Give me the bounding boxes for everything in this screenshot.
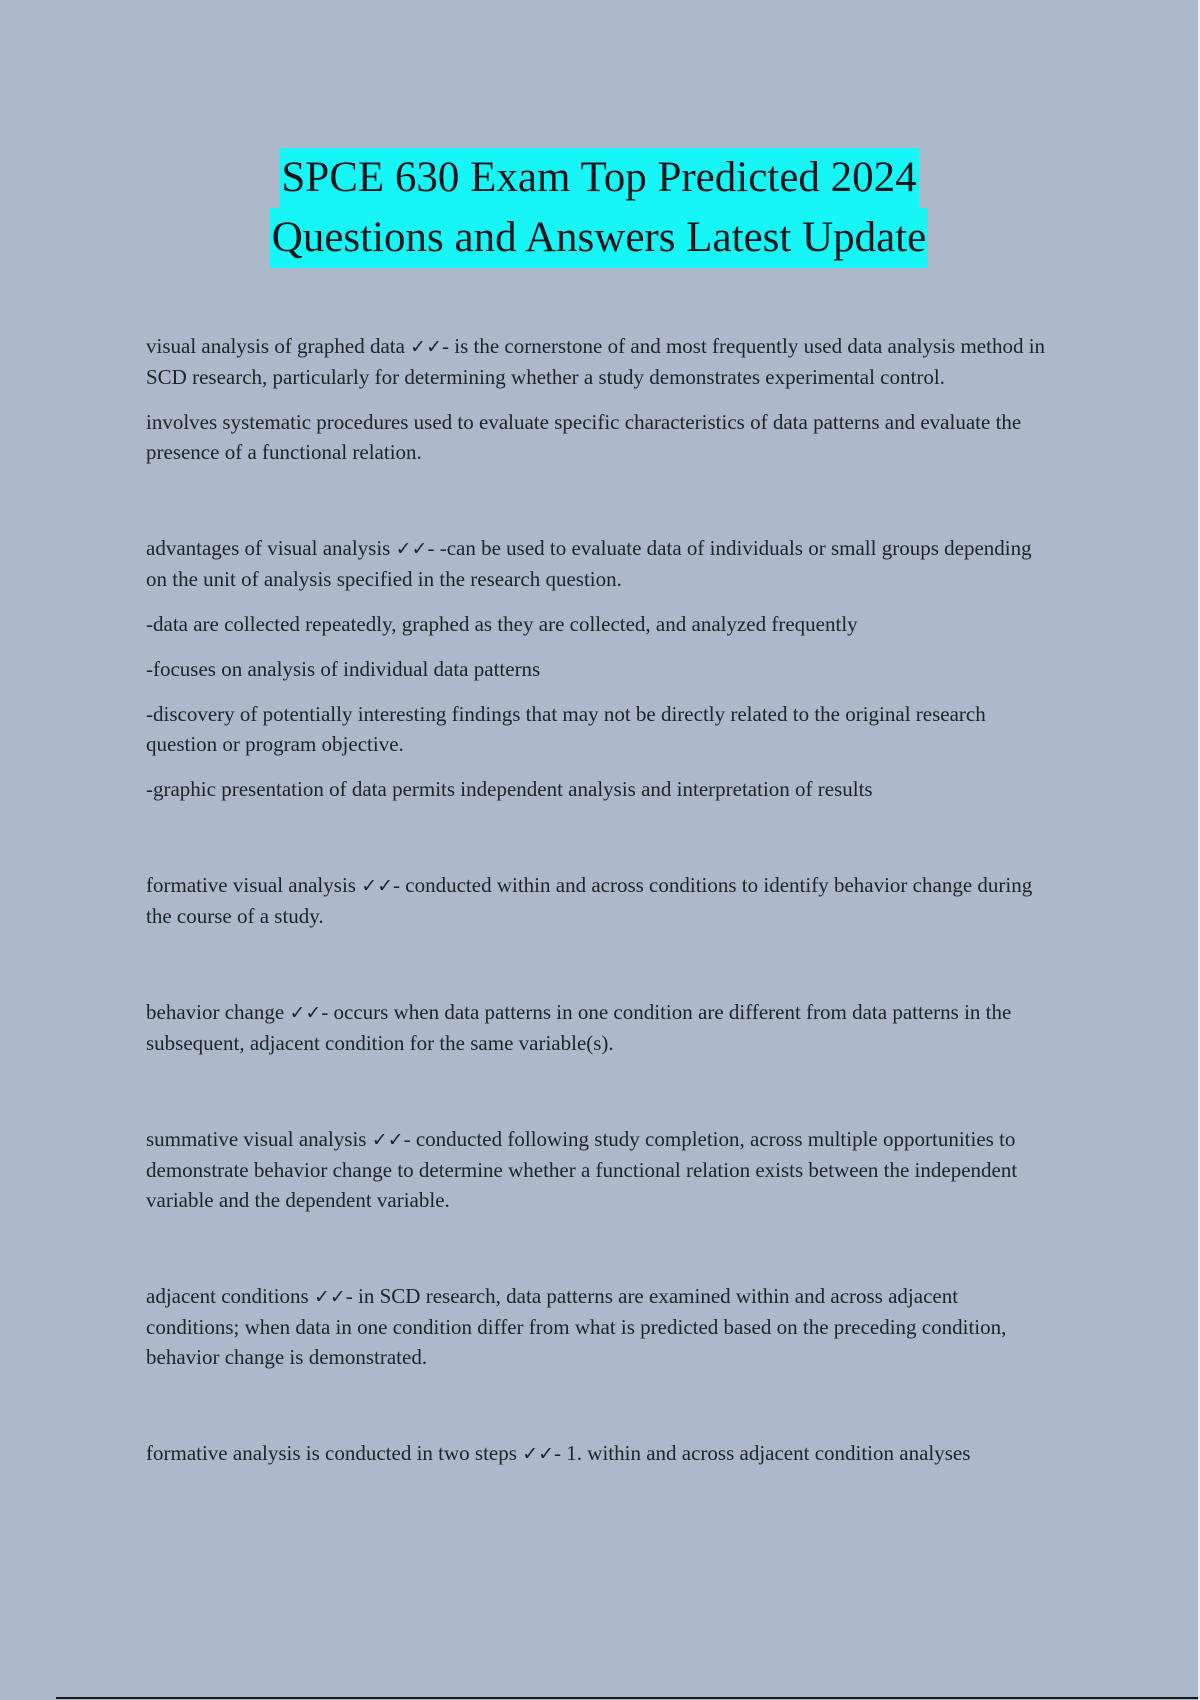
qa-extra: -graphic presentation of data permits independent analysis and interpretation of results: [146, 777, 873, 801]
qa-paragraph: [146, 870, 1046, 931]
qa-extra: involves systematic procedures used to evaluate specific characteristics of data patterns and evaluate the presence of a functional relation.: [146, 410, 1022, 464]
qa-entry: [146, 1124, 1046, 1215]
title-line-1: SPCE 630 Exam Top Predicted 2024: [279, 148, 918, 208]
qa-paragraph: [146, 331, 1046, 392]
check-mark-icon: ✓✓: [313, 1286, 346, 1308]
check-mark-icon: ✓✓: [371, 1129, 404, 1151]
qa-answer: - -can be used to evaluate data of individuals or small groups depending on the unit of analysis specified in the research question.: [146, 536, 1032, 591]
qa-entry: [146, 331, 1046, 467]
document-title: [0, 148, 1198, 268]
check-mark-icon: ✓✓: [395, 538, 428, 560]
page-divider: [56, 1697, 1198, 1699]
qa-term: behavior change: [146, 1000, 285, 1024]
qa-answer: - occurs when data patterns in one condition are different from data patterns in the subsequent, adjacent condition for the same variable(s).: [146, 1000, 1012, 1055]
qa-term: formative visual analysis: [146, 873, 356, 897]
check-mark-icon: ✓✓: [361, 875, 394, 897]
title-line-2: Questions and Answers Latest Update: [270, 208, 928, 268]
qa-entry: [146, 1438, 1046, 1469]
qa-term: formative analysis is conducted in two steps: [146, 1441, 517, 1465]
qa-answer: - in SCD research, data patterns are examined within and across adjacent conditions; when data in one condition differ from what is predicted based on the preceding condition, behavior change is demonstrated.: [146, 1284, 1007, 1369]
qa-paragraph: [146, 1281, 1046, 1372]
qa-paragraph: [146, 1438, 1046, 1469]
qa-term: summative visual analysis: [146, 1127, 367, 1151]
qa-paragraph: [146, 1124, 1046, 1215]
qa-answer: - 1. within and across adjacent condition analyses: [554, 1441, 971, 1465]
check-mark-icon: ✓✓: [289, 1002, 322, 1024]
qa-paragraph: [146, 533, 1046, 594]
qa-entry: [146, 997, 1046, 1058]
check-mark-icon: ✓✓: [410, 336, 443, 358]
qa-paragraph: [146, 997, 1046, 1058]
qa-answer: - is the cornerstone of and most frequently used data analysis method in SCD research, particularly for determining whether a study demonstrates experimental control.: [146, 334, 1046, 389]
qa-extra: -data are collected repeatedly, graphed as they are collected, and analyzed frequently: [146, 612, 858, 636]
qa-term: visual analysis of graphed data: [146, 334, 405, 358]
qa-answer: - conducted within and across conditions to identify behavior change during the course of a study.: [146, 873, 1033, 928]
qa-extra: -discovery of potentially interesting findings that may not be directly related to the original research question or program objective.: [146, 702, 986, 756]
qa-term: adjacent conditions: [146, 1284, 309, 1308]
qa-entry: [146, 1281, 1046, 1372]
check-mark-icon: ✓✓: [522, 1443, 555, 1465]
qa-content: [146, 331, 1046, 1484]
qa-answer: - conducted following study completion, across multiple opportunities to demonstrate behavior change to determine whether a functional relation exists between the independent variable and the dependent variable.: [146, 1127, 1018, 1212]
qa-term: advantages of visual analysis: [146, 536, 391, 560]
qa-entry: [146, 870, 1046, 931]
qa-extra: -focuses on analysis of individual data patterns: [146, 657, 541, 681]
qa-entry: [146, 533, 1046, 804]
